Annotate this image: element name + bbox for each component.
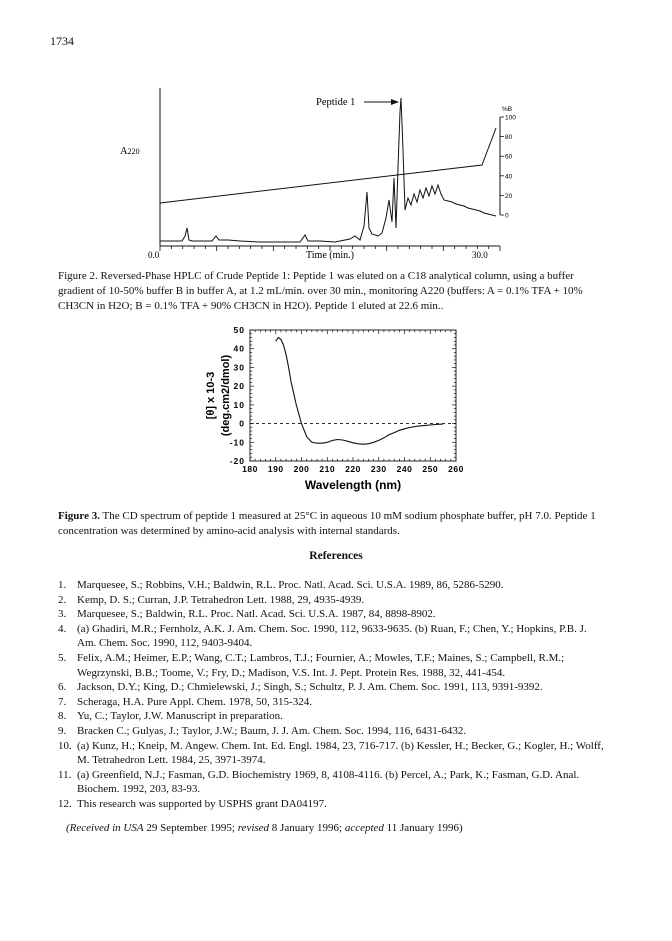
chromatogram-trace xyxy=(160,98,496,242)
reference-text: (a) Greenfield, N.J.; Fasman, G.D. Biochemistry 1969, 8, 4108-4116. (b) Percel, A.; Park, K.; Fasman, G.D. Anal. Biochem. 1992, 203, 83-93. xyxy=(77,768,580,796)
cd-y-axis-label: [θ] x 10-3 xyxy=(205,371,217,420)
received-note: (Received in USA 29 September 1995; revised 8 January 1996; accepted 11 January 1996) xyxy=(66,822,463,834)
reference-number: 6. xyxy=(58,681,67,694)
cd-y-tick-label: 10 xyxy=(233,399,245,410)
hplc-x-start: 0.0 xyxy=(148,250,160,260)
reference-item xyxy=(58,607,606,622)
pctb-tick-label: 40 xyxy=(505,173,513,181)
cd-y-tick-label: 20 xyxy=(233,381,245,392)
peak-arrow-head xyxy=(391,99,399,105)
pctb-tick-label: 100 xyxy=(505,114,516,122)
cd-x-tick-label: 180 xyxy=(242,464,258,474)
reference-item xyxy=(58,768,606,797)
reference-text: Marquesee, S.; Robbins, V.H.; Baldwin, R.L. Proc. Natl. Acad. Sci. U.S.A. 1989, 86, 5286-5290. xyxy=(77,579,504,591)
reference-text: Yu, C.; Taylor, J.W. Manuscript in preparation. xyxy=(77,710,283,723)
reference-number: 1. xyxy=(58,579,67,591)
cd-y-tick-label: 0 xyxy=(239,418,245,429)
reference-number: 2. xyxy=(58,593,67,606)
cd-x-tick-label: 260 xyxy=(448,464,464,474)
hplc-chromatogram xyxy=(0,80,672,270)
cd-x-tick-label: 250 xyxy=(422,464,439,474)
reference-item xyxy=(58,695,606,710)
pctb-ticks xyxy=(500,115,516,220)
references-list xyxy=(58,578,606,812)
pctb-tick-label: 60 xyxy=(505,153,513,161)
cd-curve xyxy=(276,338,443,445)
cd-y-axis-unit-label: (deg.cm2/dmol) xyxy=(220,354,232,437)
reference-text: (a) Ghadiri, M.R.; Fernholz, A.K. J. Am. Chem. Soc. 1990, 112, 9633-9635. (b) Ruan, F.; Chen, Y.; Hopkins, P.B. J. Am. Chem. Soc. 1990, 112, 9403-9404. xyxy=(77,622,587,650)
hplc-x-label: Time (min.) xyxy=(306,250,354,261)
cd-plot-frame xyxy=(250,330,456,461)
reference-item xyxy=(58,578,606,593)
reference-item xyxy=(58,739,606,768)
reference-number: 7. xyxy=(58,695,67,708)
hplc-x-end: 30.0 xyxy=(472,250,488,260)
reference-text: This research was supported by USPHS grant DA04197. xyxy=(77,797,327,810)
reference-text: Kemp, D. S.; Curran, J.P. Tetrahedron Lett. 1988, 29, 4935-4939. xyxy=(77,593,365,606)
reference-item xyxy=(58,680,606,695)
reference-item xyxy=(58,622,606,651)
figure2-caption: Figure 2. Reversed-Phase HPLC of Crude Peptide 1: Peptide 1 was eluted on a C18 analytical column, using a buffer gradient of 10-50% buffer B in buffer A, at 1.2 mL/min. over 30 min., monitoring A220 (buffers: A = 0.1% TFA + 10% CH3CN in H2O; B = 0.1% TFA + 90% CH3CN in H2O). Peptide 1 eluted at 22.6 min.. xyxy=(58,270,583,312)
page-number: 1734 xyxy=(50,34,74,48)
cd-spectrum-chart xyxy=(180,318,500,498)
cd-x-tick-label: 210 xyxy=(319,464,336,474)
pctb-label: %B xyxy=(502,106,513,113)
peptide-peak-label: Peptide 1 xyxy=(316,97,356,108)
reference-text: Marquesee, S.; Baldwin, R.L. Proc. Natl. Acad. Sci. U.S.A. 1987, 84, 8898-8902. xyxy=(77,608,436,621)
cd-x-axis-label: Wavelength (nm) xyxy=(304,478,402,492)
reference-number: 10. xyxy=(58,739,72,752)
pctb-tick-label: 80 xyxy=(505,134,513,142)
cd-y-tick-label: 40 xyxy=(233,343,245,354)
a220-label: A220 xyxy=(120,146,140,157)
reference-item xyxy=(58,651,606,680)
reference-item xyxy=(58,593,606,608)
cd-y-tick-label: 50 xyxy=(233,325,245,335)
cd-x-tick-label: 240 xyxy=(396,464,413,474)
reference-item xyxy=(58,724,606,739)
reference-number: 8. xyxy=(58,710,67,723)
reference-number: 11. xyxy=(58,768,72,781)
reference-text: (a) Kunz, H.; Kneip, M. Angew. Chem. Int. Ed. Engl. 1984, 23, 716-717. (b) Kessler, H.; Becker, G.; Kogler, H.; Wolff, M. Tetrahedron Lett. 1984, 25, 3971-3974. xyxy=(77,739,604,767)
cd-y-tick-label: 30 xyxy=(233,362,245,373)
figure3-caption xyxy=(58,509,610,539)
figure3-caption-label: Figure 3. xyxy=(58,510,100,522)
cd-x-tick-label: 230 xyxy=(370,464,387,474)
cd-x-tick-label: 190 xyxy=(267,464,284,474)
reference-text: Scheraga, H.A. Pure Appl. Chem. 1978, 50, 315-324. xyxy=(77,695,312,708)
cd-y-tick-label: -10 xyxy=(229,437,245,448)
figure3-caption-text: The CD spectrum of peptide 1 measured at 25°C in aqueous 10 mM sodium phosphate buffer, pH 7.0. Peptide 1 concentration was determined by amino-acid analysis with internal standards. xyxy=(58,510,596,537)
pctb-tick-label: 0 xyxy=(505,212,509,220)
reference-number: 12. xyxy=(58,797,72,810)
cd-y-tick-label: -20 xyxy=(229,456,245,466)
cd-x-tick-label: 200 xyxy=(293,464,310,474)
reference-number: 5. xyxy=(58,651,67,664)
cd-x-tick-label: 220 xyxy=(345,464,361,474)
references-heading: References xyxy=(309,550,363,562)
gradient-line xyxy=(160,128,496,203)
reference-text: Bracken C.; Gulyas, J.; Taylor, J.W.; Baum, J. J. Am. Chem. Soc. 1994, 116, 6431-6432. xyxy=(77,724,467,737)
pctb-tick-label: 20 xyxy=(505,192,513,200)
reference-text: Felix, A.M.; Heimer, E.P.; Wang, C.T.; Lambros, T.J.; Fournier, A.; Mowles, T.F.; Maines, S.; Campbell, R.M.; Wegrzynski, B.B.; Toome, V.; Fry, D.; Madison, V.S. Int. J. Pept. Protein Res. 1988, 32, 441-454. xyxy=(77,651,565,679)
reference-number: 4. xyxy=(58,622,67,635)
reference-number: 9. xyxy=(58,724,67,737)
reference-text: Jackson, D.Y.; King, D.; Chmielewski, J.; Singh, S.; Schultz, P. J. Am. Chem. Soc. 1991, 113, 9391-9392. xyxy=(77,681,543,694)
reference-number: 3. xyxy=(58,608,67,621)
reference-item xyxy=(58,709,606,724)
reference-item xyxy=(58,797,606,812)
